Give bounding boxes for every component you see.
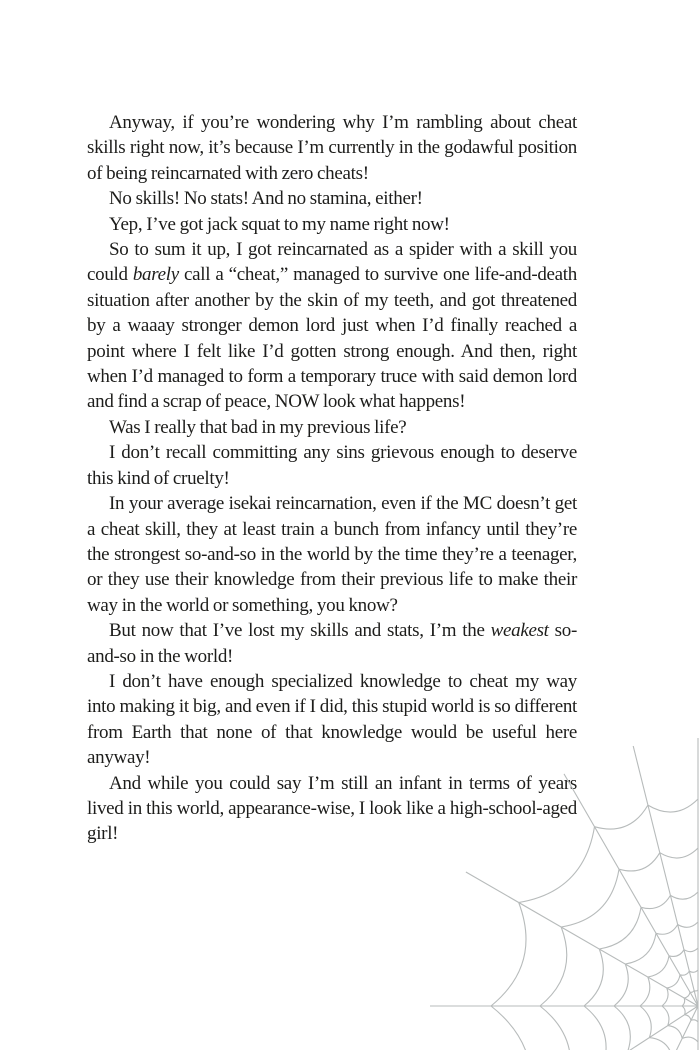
text-run: So to sum it up, I got reincarnated as a spider with a skill you could [87, 239, 577, 286]
paragraph [87, 771, 577, 847]
paragraph [87, 491, 577, 618]
text-run: so-and-so in the world! [87, 620, 577, 667]
text-run: Yep, I’ve got jack squat to my name right now! [109, 213, 450, 235]
paragraph [87, 618, 577, 669]
paragraph [87, 669, 577, 771]
text-run: Anyway, if you’re wondering why I’m rambling about cheat skills right now, it’s because I’m currently in the godawful position of being reincarnated with zero cheats! [87, 112, 577, 184]
paragraph [87, 212, 577, 237]
text-run: Was I really that bad in my previous life? [109, 416, 407, 438]
text-run: barely [132, 264, 179, 286]
paragraph [87, 237, 577, 415]
text-run: And while you could say I’m still an infant in terms of years lived in this world, appearance-wise, I look like a high-school-aged girl! [87, 772, 577, 845]
paragraph [87, 110, 577, 186]
text-run: I don’t recall committing any sins grievous enough to deserve this kind of cruelty! [87, 442, 577, 489]
text-run: In your average isekai reincarnation, even if the MC doesn’t get a cheat skill, they at least train a bunch from infancy until they’re the strongest so-and-so in the world by the time they’re a teenager, or they use their knowledge from their previous life to make their way in the world or something, you know? [87, 493, 577, 616]
text-run: I don’t have enough specialized knowledge to cheat my way into making it big, and even if I did, this stupid world is so different from Earth that none of that knowledge would be useful here anyway! [87, 670, 577, 769]
text-run: But now that I’ve lost my skills and stats, I’m the [109, 620, 491, 642]
text-run: call a “cheat,” managed to survive one life-and-death situation after another by the skin of my teeth, and got threatened by a waaay stronger demon lord just when I’d finally reached a point where I felt like I’d gotten strong enough. And then, right when I’d managed to form a temporary truce with said demon lord and find a scrap of peace, NOW look what happens! [87, 264, 577, 413]
paragraph [87, 415, 577, 440]
text-run: weakest [490, 620, 549, 642]
paragraph [87, 186, 577, 211]
paragraph [87, 440, 577, 491]
text-run: No skills! No stats! And no stamina, either! [109, 188, 423, 210]
body-text [87, 110, 577, 847]
